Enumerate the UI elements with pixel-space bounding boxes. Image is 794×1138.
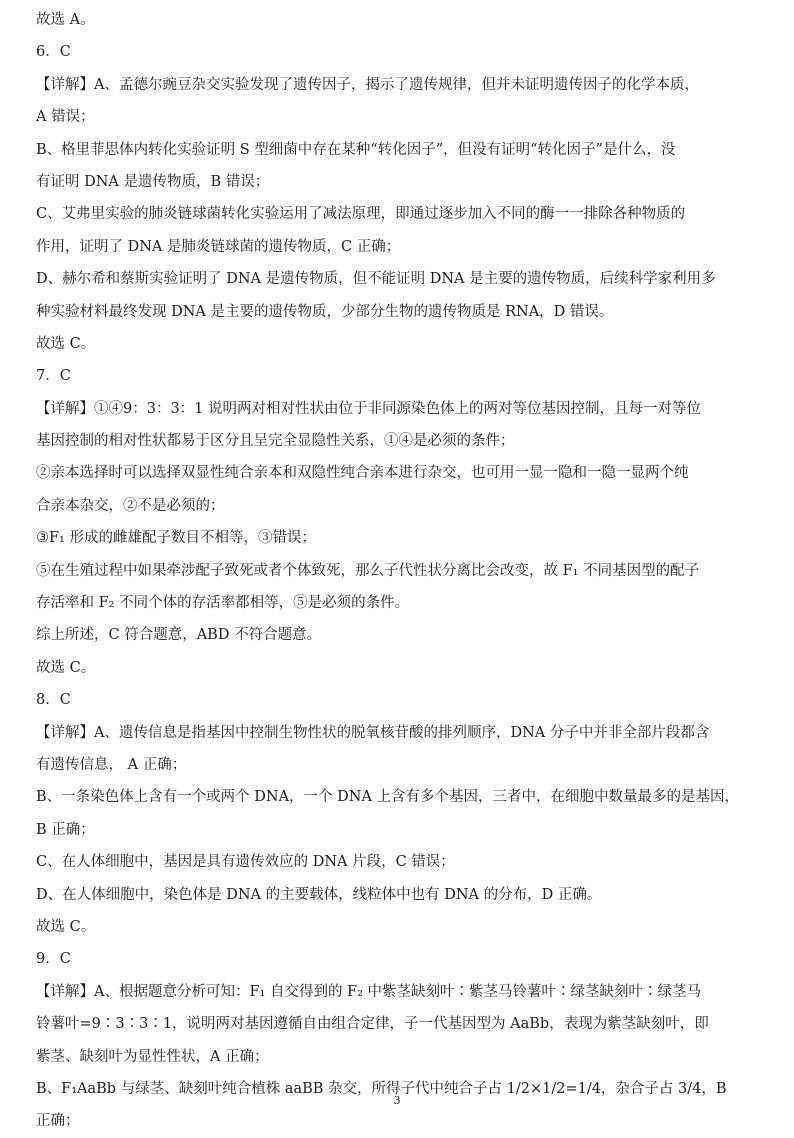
text-line: 存活率和 F₂ 不同个体的存活率都相等，⑤是必须的条件。 [36, 595, 410, 612]
text-line: B 正确； [36, 821, 95, 838]
page-number: 3 [393, 1094, 401, 1107]
text-line: D、赫尔希和蔡斯实验证明了 DNA 是遗传物质，但不能证明 DNA 是主要的遗传物质，后续科学家利用多 [36, 271, 716, 288]
text-line: 故选 A。 [36, 12, 95, 28]
text-line: 正确； [36, 1113, 80, 1130]
text-line: C、艾弗里实验的肺炎链球菌转化实验运用了减法原理，即通过逐步加入不同的酶一一排除各种物质的 [36, 206, 686, 223]
text-line: 【详解】A、根据题意分析可知：F₁ 自交得到的 F₂ 中紫茎缺刻叶∶紫茎马铃薯叶∶绿茎缺刻叶∶绿茎马 [36, 983, 702, 1000]
text-line: 合亲本杂交，②不是必须的； [36, 497, 225, 514]
text-line: 【详解】①④9：3：3：1 说明两对相对性状由位于非同源染色体上的两对等位基因控制，且每一对等位 [36, 400, 702, 417]
text-line: B、格里菲思体内转化实验证明 S 型细菌中存在某种“转化因子”，但没有证明“转化因子”是什么，没 [36, 141, 676, 158]
text-line: 【详解】A、遗传信息是指基因中控制生物性状的脱氧核苷酸的排列顺序，DNA 分子中并非全部片段都含 [36, 724, 710, 741]
text-line: 作用，证明了 DNA 是肺炎链球菌的遗传物质，C 正确； [36, 238, 401, 255]
text-line: D、在人体细胞中，染色体是 DNA 的主要载体，线粒体中也有 DNA 的分布，D 正确。 [36, 886, 602, 903]
text-line: 故选 C。 [36, 659, 96, 676]
text-line: B、F₁AaBb 与绿茎、缺刻叶纯合植株 aaBB 杂交，所得子代中纯合子占 1/2×1/2=1/4，杂合子占 3/4，B [36, 1080, 727, 1097]
text-line: C、在人体细胞中，基因是具有遗传效应的 DNA 片段，C 错误； [36, 854, 455, 871]
text-line: 种实验材料最终发现 DNA 是主要的遗传物质，少部分生物的遗传物质是 RNA，D 错误。 [36, 303, 614, 320]
text-line: 基因控制的相对性状都易于区分且呈完全显隐性关系，①④是必须的条件； [36, 433, 515, 450]
text-line: 6．C [36, 44, 71, 61]
answer-explanation-text [36, 4, 758, 1138]
text-line: 8．C [36, 692, 71, 709]
text-line: A 错误； [36, 109, 95, 126]
text-line: 有遗传信息， A 正确； [36, 756, 187, 773]
text-line: ⑤在生殖过程中如果牵涉配子致死或者个体致死，那么子代性状分离比会改变，故 F₁ 不同基因型的配子 [36, 562, 700, 579]
text-line: 有证明 DNA 是遗传物质，B 错误； [36, 173, 270, 190]
text-line: 9．C [36, 951, 71, 968]
text-line: 故选 C。 [36, 335, 96, 352]
text-line: 7．C [36, 368, 71, 385]
text-line: ②亲本选择时可以选择双显性纯合亲本和双隐性纯合亲本进行杂交，也可用一显一隐和一隐一显两个纯 [36, 465, 689, 482]
text-line: 铃薯叶=9∶3∶3∶1，说明两对基因遵循自由组合定律，子一代基因型为 AaBb，表现为紫茎缺刻叶，即 [36, 1016, 709, 1033]
text-line: 【详解】A、孟德尔豌豆杂交实验发现了遗传因子，揭示了遗传规律，但并未证明遗传因子的化学本质， [36, 76, 699, 93]
text-line: 综上所述，C 符合题意，ABD 不符合题意。 [36, 627, 322, 644]
text-line: 紫茎、缺刻叶为显性性状，A 正确； [36, 1048, 269, 1065]
text-line: ③F₁ 形成的雌雄配子数目不相等，③错误； [36, 530, 316, 547]
text-line: B、一条染色体上含有一个或两个 DNA，一个 DNA 上含有多个基因，三者中，在细胞中数量最多的是基因， [36, 789, 740, 806]
text-line: 故选 C。 [36, 918, 96, 935]
